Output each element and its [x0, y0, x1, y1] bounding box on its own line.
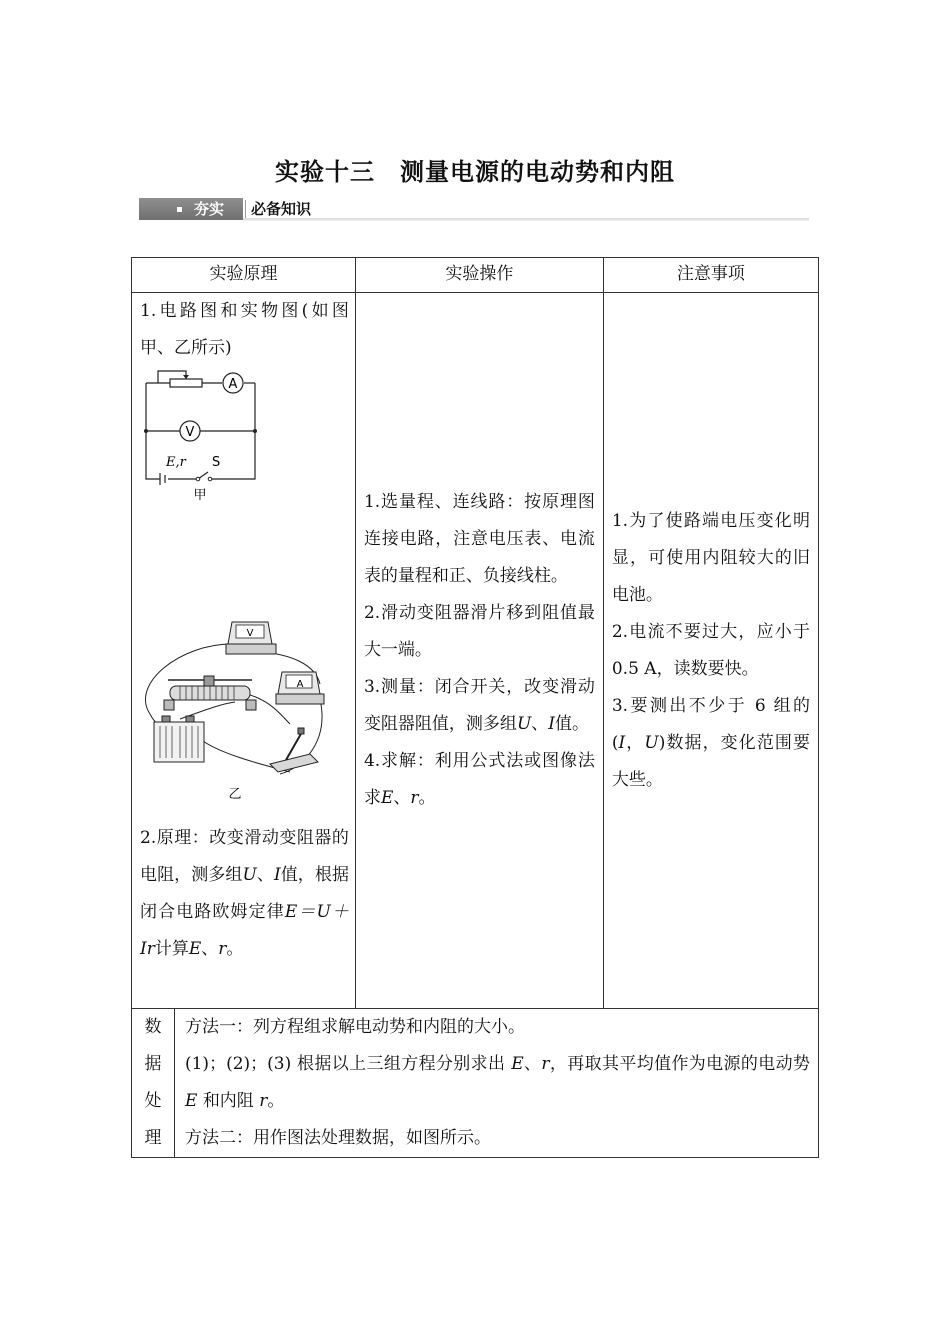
- note-var-i: I: [618, 732, 626, 753]
- principle-p2-text-a: 2.原理：改变滑动变阻器的电阻，测多组: [140, 828, 349, 885]
- method-var-r-2: r: [259, 1091, 268, 1111]
- switch-label: S: [212, 455, 221, 470]
- principle-p2-text-b: 值，根据闭合电路欧姆定律: [140, 865, 349, 922]
- label-char-2: 据: [144, 1054, 162, 1074]
- table-body-row: [132, 293, 819, 1009]
- notes-cell: [603, 293, 818, 1009]
- table-header-row: [132, 258, 819, 293]
- note-1: 1.为了使路端电压变化明显，可使用内阻较大的旧电池。: [611, 510, 810, 605]
- principle-p2: [140, 820, 349, 972]
- figure-caption-jia: 甲: [193, 488, 207, 503]
- operation-var-r: r: [410, 788, 419, 808]
- operation-step-3: [364, 669, 595, 743]
- method-var-e: E: [511, 1054, 524, 1074]
- section-divider: [245, 200, 246, 218]
- ammeter-label: A: [228, 377, 238, 392]
- figure-caption-yi: 乙: [228, 787, 242, 802]
- principle-var-e: E: [188, 939, 202, 959]
- method-2: 方法二：用作图法处理数据，如图所示。: [184, 1128, 491, 1148]
- section-tag: [139, 198, 243, 220]
- data-processing-row: [132, 1009, 819, 1158]
- principle-p1: 1.电路图和实物图(如图甲、乙所示): [140, 301, 349, 358]
- page-title: 实验十三 测量电源的电动势和内阻: [275, 158, 675, 186]
- method-1: 方法一：列方程组求解电动势和内阻的大小。: [184, 1017, 525, 1037]
- header-operation: 实验操作: [355, 258, 603, 293]
- principle-var-i: I: [273, 865, 281, 885]
- operation-step-4-end: 。: [418, 788, 436, 808]
- principle-p2-end: 。: [226, 939, 244, 959]
- principle-cell: [132, 293, 356, 1009]
- apparatus-diagram-yi: [140, 604, 340, 804]
- source-label: E,r: [166, 455, 186, 470]
- operation-var-e: E: [380, 788, 394, 808]
- operation-cell: [355, 293, 603, 1009]
- note-3-end: 数据，变化范围要大些。: [611, 732, 811, 790]
- operation-step-2: 2.滑动变阻器滑片移到阻值最大一端。: [363, 603, 595, 660]
- operation-var-i: I: [548, 714, 555, 734]
- section-label: 必备知识: [251, 200, 312, 218]
- principle-var-u: U: [242, 865, 257, 885]
- operation-step-3-text: 3.测量：闭合开关，改变滑动变阻器阻值，测多组: [363, 677, 595, 734]
- data-processing-content: [174, 1009, 818, 1158]
- note-3: 3.要测出不少于 6 组的(I，U)数据，变化范围要大些。: [611, 695, 811, 790]
- method-var-e-2: E: [184, 1091, 198, 1111]
- method-1-end: 。: [267, 1091, 285, 1111]
- experiment-table: [131, 257, 819, 1158]
- operation-step-4: [364, 743, 595, 817]
- principle-formula: E＝U＋Ir: [140, 902, 349, 959]
- square-bullet-icon: [177, 207, 182, 212]
- operation-var-u: U: [516, 714, 532, 734]
- rheostat-icon: [164, 676, 256, 710]
- operation-step-4-text: 4.求解：利用公式法或图像法求: [363, 751, 595, 808]
- slider-arrow-icon: [183, 375, 189, 379]
- ammeter-device-label: A: [296, 679, 304, 690]
- ammeter-device-icon: [276, 672, 324, 704]
- note-2: 2.电流不要过大，应小于 0.5 A，读数要快。: [611, 621, 810, 679]
- section-header: [139, 198, 809, 222]
- operation-step-1: 1.选量程、连线路：按原理图连接电路，注意电压表、电流表的量程和正、负接线柱。: [363, 492, 595, 586]
- label-char-4: 理: [144, 1128, 162, 1148]
- principle-sep-1: 、: [256, 865, 274, 885]
- voltmeter-label: V: [185, 425, 195, 440]
- note-3-text: 3.要测出不少于 6 组的: [611, 695, 810, 716]
- section-underline: [243, 218, 809, 221]
- circuit-diagram-jia: [140, 369, 270, 504]
- label-char-3: 处: [144, 1091, 162, 1111]
- label-char-1: 数: [144, 1017, 162, 1037]
- method-1-detail-a: (1)；(2)；(3) 根据以上三组方程分别求出: [184, 1054, 506, 1074]
- principle-sep-2: 、: [201, 939, 219, 959]
- method-1-detail-c: 和内阻: [202, 1091, 254, 1111]
- operation-sep-1: 、: [531, 714, 549, 734]
- principle-p2-text-c: 计算: [154, 939, 189, 959]
- method-1-detail: [185, 1046, 810, 1120]
- voltmeter-device-icon: [226, 622, 276, 654]
- data-processing-label: [132, 1009, 175, 1158]
- knife-switch-icon: [270, 728, 318, 772]
- battery-icon: [154, 716, 204, 762]
- method-var-r: r: [541, 1054, 550, 1074]
- voltmeter-device-label: V: [246, 628, 254, 639]
- note-var-u: U: [644, 732, 659, 753]
- operation-sep-2: 、: [393, 788, 411, 808]
- header-notes: 注意事项: [603, 258, 818, 293]
- section-tag-text: 夯实: [194, 200, 225, 218]
- method-sep: 、: [523, 1054, 542, 1074]
- header-principle: 实验原理: [132, 258, 356, 293]
- principle-var-r: r: [218, 939, 227, 959]
- method-1-detail-b: ，再取其平均值作为电源的电动势: [549, 1054, 811, 1074]
- operation-step-3-end: 值。: [554, 714, 589, 734]
